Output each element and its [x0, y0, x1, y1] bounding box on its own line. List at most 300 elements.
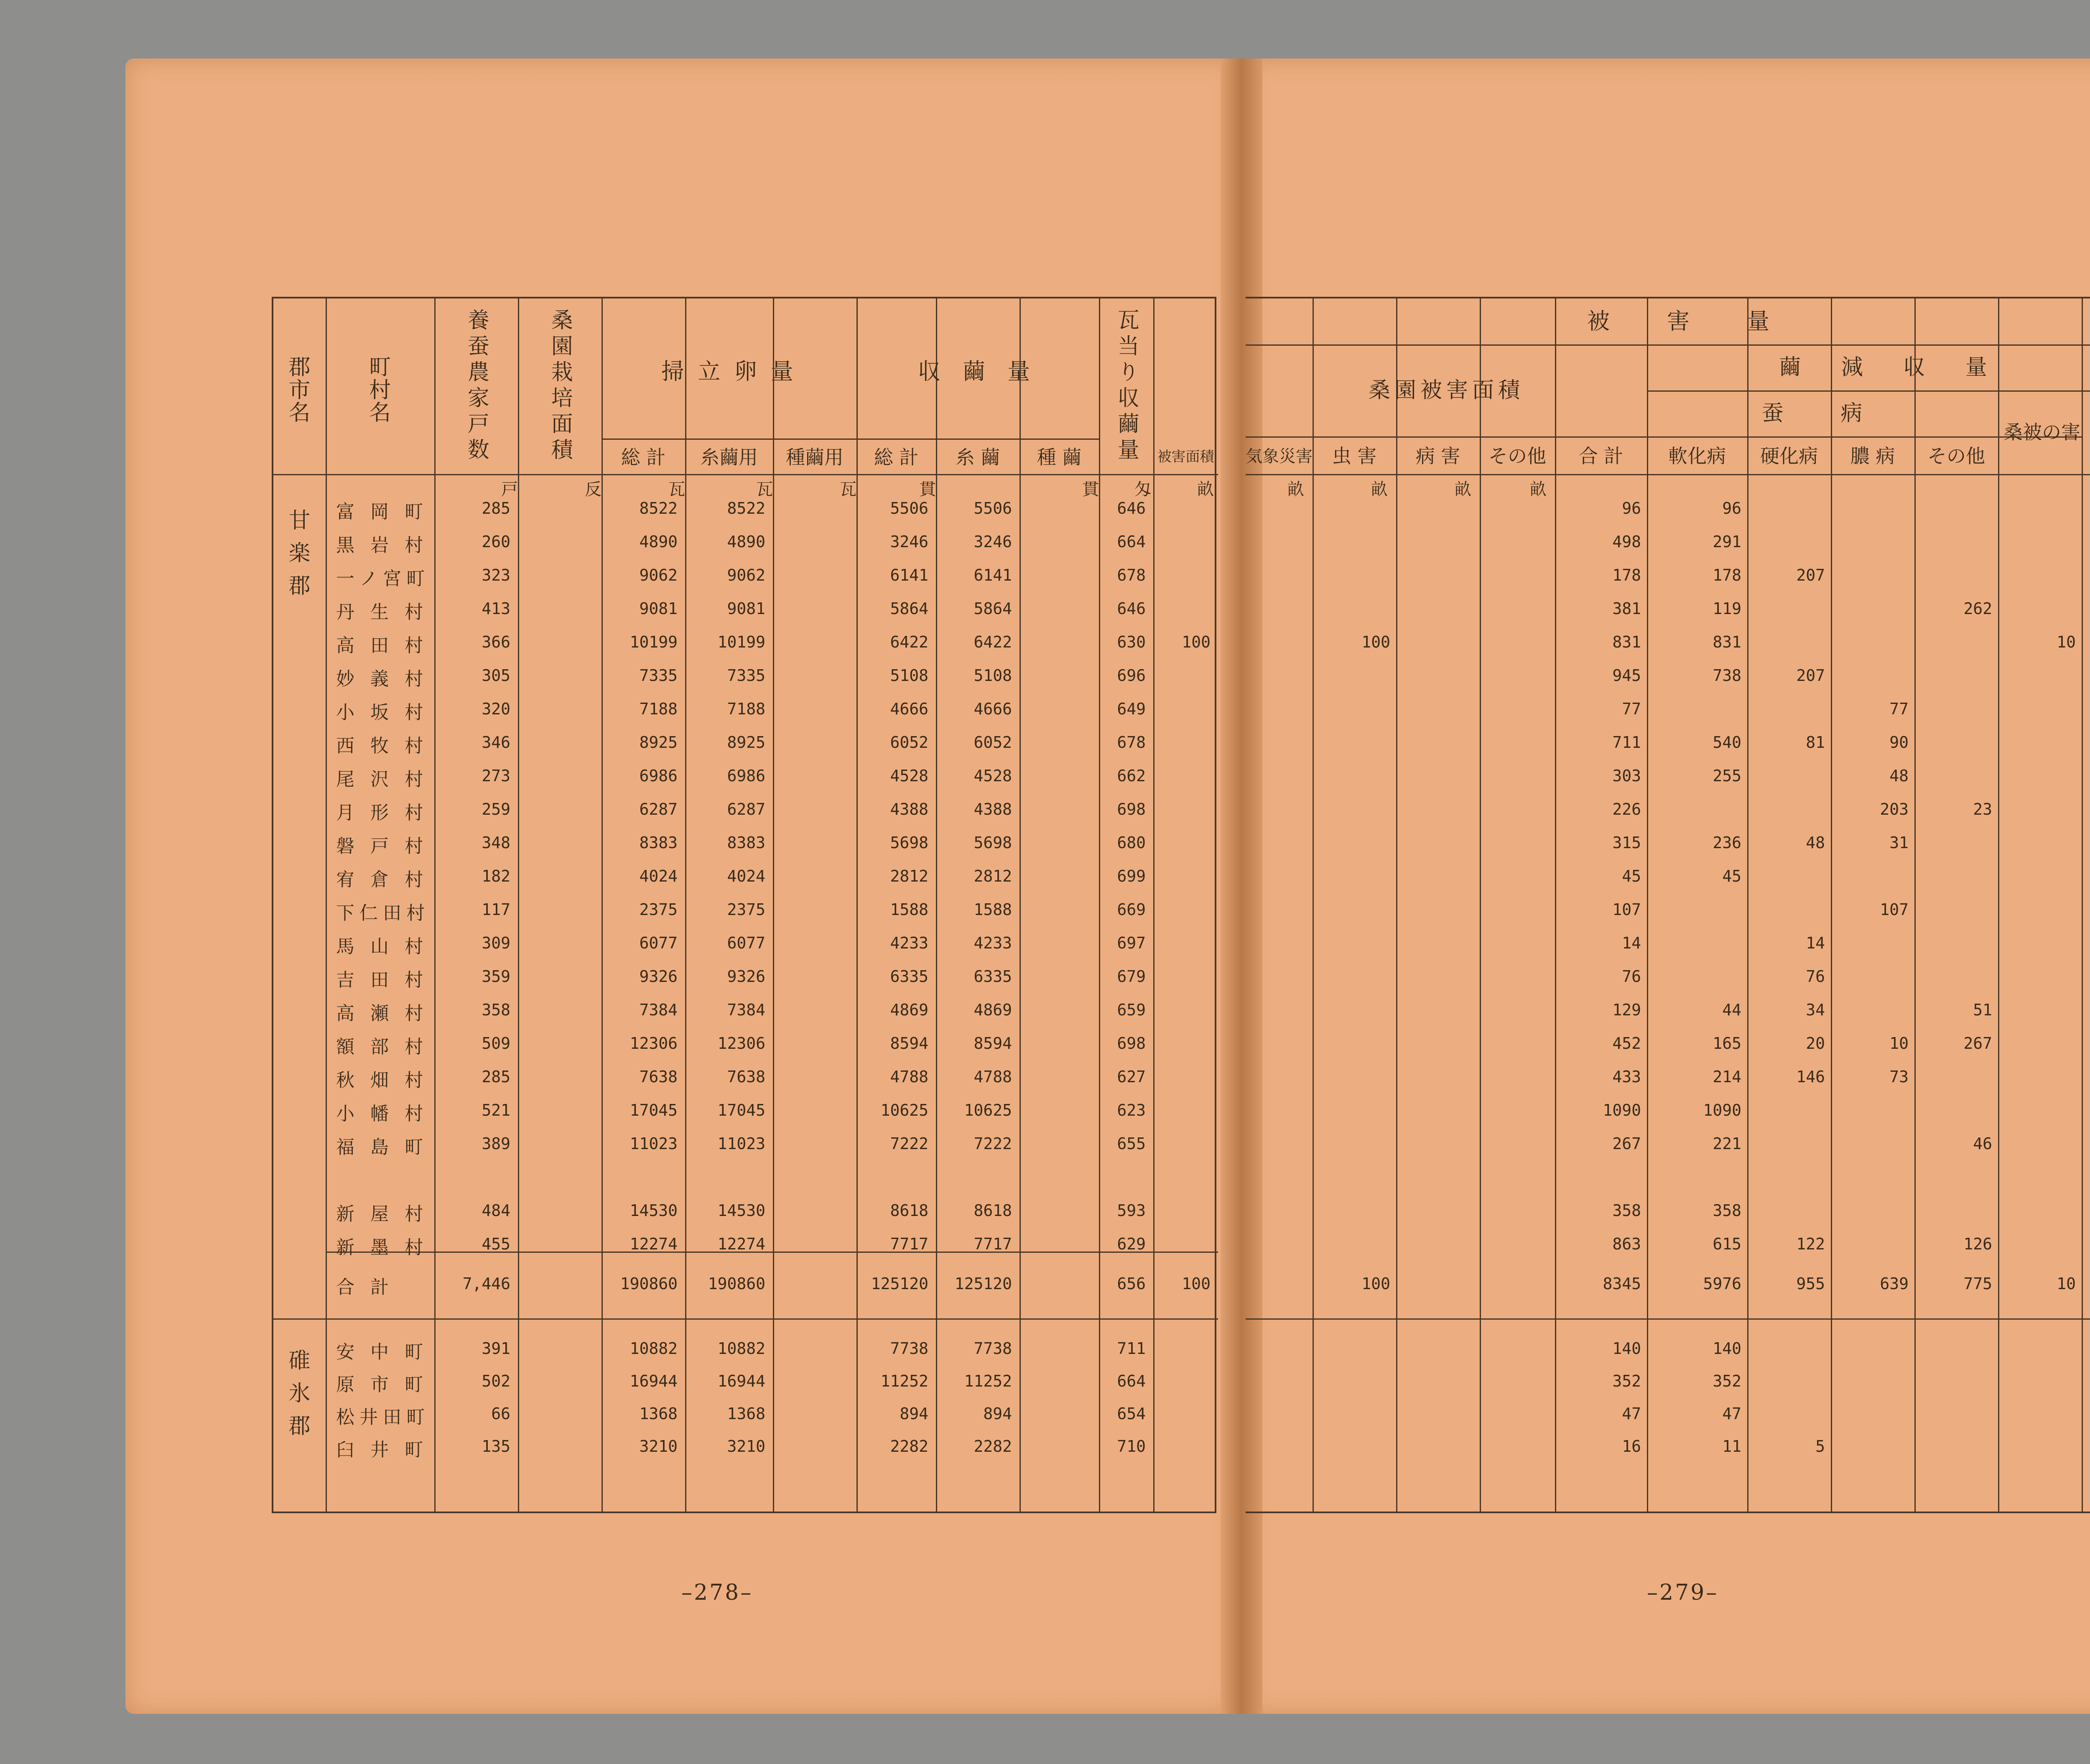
cell-f: 135 [482, 1437, 510, 1456]
cell-c1: 4528 [890, 767, 928, 785]
cell-c1: 7222 [890, 1134, 928, 1153]
cell-s: 452 [1612, 1034, 1641, 1053]
cell-y: 697 [1117, 934, 1146, 952]
cell-sp: 639 [1880, 1275, 1909, 1293]
cell-c1: 7717 [890, 1235, 928, 1253]
cell-e1: 190860 [620, 1275, 678, 1293]
cell-e2: 16944 [717, 1372, 765, 1390]
town-name: 福 島 町 [336, 1137, 428, 1158]
cell-sf: 831 [1713, 633, 1741, 651]
cell-e2: 9081 [727, 599, 765, 618]
cell-e2: 9326 [727, 967, 765, 986]
cell-s: 945 [1612, 666, 1641, 685]
cell-c2: 10625 [964, 1101, 1012, 1119]
cell-s: 129 [1612, 1001, 1641, 1019]
cell-sh: 81 [1806, 733, 1825, 752]
cell-s: 47 [1622, 1405, 1641, 1423]
cell-y: 669 [1117, 900, 1146, 919]
header-egg-total: 総 計 [621, 446, 666, 469]
cell-so: 267 [1963, 1034, 1992, 1053]
cell-c2: 6422 [974, 633, 1012, 651]
cell-c1: 5506 [890, 499, 928, 517]
town-name: 松井田町 [336, 1407, 430, 1428]
cell-f: 259 [482, 800, 510, 818]
cell-c2: 4666 [974, 700, 1012, 718]
town-name: 下仁田村 [336, 902, 430, 924]
cell-y: 678 [1117, 566, 1146, 584]
unit-insect: 畝 [1371, 480, 1388, 499]
cell-md: 100 [1182, 1275, 1211, 1293]
cell-c1: 4788 [890, 1068, 928, 1086]
header-disaster: 気象災害 [1246, 446, 1313, 466]
town-name: 小 幡 村 [336, 1103, 428, 1124]
cell-y: 710 [1117, 1437, 1146, 1456]
cell-e2: 12274 [717, 1235, 765, 1253]
cell-e2: 6986 [727, 767, 765, 785]
total-label: 合 計 [336, 1277, 394, 1298]
cell-c1: 4666 [890, 700, 928, 718]
cell-c2: 7717 [974, 1235, 1012, 1253]
cell-sf: 358 [1713, 1201, 1741, 1220]
cell-y: 696 [1117, 666, 1146, 685]
unit-cocoon-seed: 貫 [1082, 480, 1099, 499]
cell-s: 433 [1612, 1068, 1641, 1086]
cell-sh: 20 [1806, 1034, 1825, 1053]
cell-e2: 1368 [727, 1405, 765, 1423]
cell-so: 51 [1973, 1001, 1992, 1019]
cell-f: 366 [482, 633, 510, 651]
cell-y: 711 [1117, 1339, 1146, 1358]
cell-sf: 738 [1713, 666, 1741, 685]
cell-sp: 31 [1889, 834, 1909, 852]
cell-e2: 7335 [727, 666, 765, 685]
page-number-right: –279– [1647, 1580, 1719, 1605]
cell-c1: 8594 [890, 1034, 928, 1053]
cell-f: 66 [491, 1405, 510, 1423]
cell-e1: 17045 [630, 1101, 678, 1119]
cell-e1: 10882 [630, 1339, 678, 1358]
header-farmers: 養蚕農家戸数 [464, 308, 489, 464]
cell-y: 627 [1117, 1068, 1146, 1086]
cell-sp: 73 [1889, 1068, 1909, 1086]
cell-y: 664 [1117, 1372, 1146, 1390]
cell-s: 107 [1612, 900, 1641, 919]
cell-e2: 17045 [717, 1101, 765, 1119]
unit-cocoon-total: 貫 [919, 480, 936, 499]
header-disease: 病 害 [1415, 445, 1460, 468]
cell-e2: 7638 [727, 1068, 765, 1086]
header-town: 町 村 名 [369, 355, 391, 426]
town-name: 妙 義 村 [336, 668, 428, 690]
open-book [125, 59, 2090, 1722]
header-area-damage: 被害面積 [1157, 449, 1214, 466]
cell-c2: 2812 [974, 867, 1012, 885]
town-name: 原 市 町 [336, 1374, 428, 1395]
cell-f: 182 [482, 867, 510, 885]
header-egg-silk: 糸繭用 [700, 446, 758, 469]
town-name: 西 牧 村 [336, 735, 428, 757]
cell-c2: 4869 [974, 1001, 1012, 1019]
cell-s: 303 [1612, 767, 1641, 785]
cell-e2: 8925 [727, 733, 765, 752]
cell-sf: 47 [1722, 1405, 1741, 1423]
town-name: 小 坂 村 [336, 702, 428, 723]
cell-so: 23 [1973, 800, 1992, 818]
cell-e1: 16944 [630, 1372, 678, 1390]
cell-c1: 10625 [880, 1101, 928, 1119]
cell-f: 285 [482, 1068, 510, 1086]
header-yield: 瓦当り収繭量 [1114, 308, 1139, 464]
header-cocoon-silk: 糸 繭 [955, 446, 1000, 469]
cell-sh: 122 [1796, 1235, 1825, 1253]
town-name: 臼 井 町 [336, 1439, 428, 1461]
cell-s: 77 [1622, 700, 1641, 718]
cell-f: 502 [482, 1372, 510, 1390]
cell-f: 305 [482, 666, 510, 685]
cell-y: 623 [1117, 1101, 1146, 1119]
cell-y: 678 [1117, 733, 1146, 752]
cell-c2: 5698 [974, 834, 1012, 852]
unit-other: 畝 [1530, 480, 1547, 499]
cell-y: 646 [1117, 599, 1146, 618]
cell-c1: 6052 [890, 733, 928, 752]
unit-egg-seed: 瓦 [840, 480, 856, 499]
cell-s: 1090 [1603, 1101, 1641, 1119]
cell-y: 659 [1117, 1001, 1146, 1019]
cell-y: 656 [1117, 1275, 1146, 1293]
cell-c2: 7738 [974, 1339, 1012, 1358]
cell-s: 96 [1622, 499, 1641, 517]
cell-e1: 2375 [639, 900, 678, 919]
cell-c2: 6052 [974, 733, 1012, 752]
cell-f: 484 [482, 1201, 510, 1220]
cell-c2: 6335 [974, 967, 1012, 986]
unit-area-damage: 畝 [1197, 480, 1214, 499]
cell-e2: 10882 [717, 1339, 765, 1358]
cell-e1: 1368 [639, 1405, 678, 1423]
cell-s: 267 [1612, 1134, 1641, 1153]
cell-e2: 3210 [727, 1437, 765, 1456]
cell-s: 863 [1612, 1235, 1641, 1253]
cell-s: 352 [1612, 1372, 1641, 1390]
cell-so: 262 [1963, 599, 1992, 618]
cell-f: 413 [482, 599, 510, 618]
cell-e2: 7384 [727, 1001, 765, 1019]
town-name: 新 屋 村 [336, 1203, 428, 1225]
cell-s: 358 [1612, 1201, 1641, 1220]
cell-sf: 11 [1722, 1437, 1741, 1456]
cell-sh: 207 [1796, 666, 1825, 685]
cell-s: 14 [1622, 934, 1641, 952]
header-sum: 合 計 [1578, 445, 1624, 468]
town-name: 新 墨 村 [336, 1237, 428, 1258]
header-mulberry: 桑園栽培面積 [547, 308, 573, 464]
cell-sf: 221 [1713, 1134, 1741, 1153]
cell-c1: 6335 [890, 967, 928, 986]
cell-e1: 4890 [639, 533, 678, 551]
cell-sf: 615 [1713, 1235, 1741, 1253]
cell-y: 698 [1117, 800, 1146, 818]
cell-sf: 165 [1713, 1034, 1741, 1053]
header-egg-group: 掃 立 卵 量 [661, 358, 797, 385]
cell-c1: 125120 [871, 1275, 928, 1293]
cell-c1: 1588 [890, 900, 928, 919]
cell-y: 698 [1117, 1034, 1146, 1053]
cell-s: 831 [1612, 633, 1641, 651]
cell-mdm: 10 [2057, 1275, 2076, 1293]
unit-yield: 匁 [1134, 480, 1151, 499]
cell-sf: 44 [1722, 1001, 1741, 1019]
cell-f: 117 [482, 900, 510, 919]
town-name: 尾 沢 村 [336, 769, 428, 790]
cell-sh: 76 [1806, 967, 1825, 986]
header-silkworm-disease: 蚕 病 [1761, 400, 1888, 426]
town-name: 黒 岩 村 [336, 535, 428, 556]
cell-f: 358 [482, 1001, 510, 1019]
cell-c2: 5506 [974, 499, 1012, 517]
header-cocoon-group: 収 繭 量 [918, 358, 1038, 385]
cell-f: 348 [482, 834, 510, 852]
cell-c1: 5698 [890, 834, 928, 852]
cell-e1: 6986 [639, 767, 678, 785]
cell-f: 455 [482, 1235, 510, 1253]
town-name: 秋 畑 村 [336, 1070, 428, 1091]
cell-e1: 14530 [630, 1201, 678, 1220]
cell-e1: 12306 [630, 1034, 678, 1053]
cell-e1: 9062 [639, 566, 678, 584]
cell-y: 649 [1117, 700, 1146, 718]
cell-sh: 14 [1806, 934, 1825, 952]
town-name: 馬 山 村 [336, 936, 428, 957]
header-hard: 硬化病 [1760, 445, 1818, 468]
cell-c1: 4388 [890, 800, 928, 818]
town-name: 高 田 村 [336, 635, 428, 656]
cell-c2: 125120 [954, 1275, 1012, 1293]
cell-c2: 3246 [974, 533, 1012, 551]
cell-e1: 4024 [639, 867, 678, 885]
cell-sf: 291 [1713, 533, 1741, 551]
cell-c2: 894 [983, 1405, 1012, 1423]
town-name: 一ノ宮町 [336, 568, 430, 589]
cell-s: 178 [1612, 566, 1641, 584]
cell-f: 359 [482, 967, 510, 986]
cell-s: 226 [1612, 800, 1641, 818]
unit-mulberry: 反 [585, 480, 602, 499]
district-label-usui: 碓 氷 郡 [288, 1348, 311, 1439]
cell-sp: 203 [1880, 800, 1909, 818]
cell-c2: 6141 [974, 566, 1012, 584]
cell-e2: 8383 [727, 834, 765, 852]
cell-sf: 5976 [1703, 1275, 1741, 1293]
header-reduction: 繭 減 収 量 [1779, 354, 2004, 380]
unit-farmers: 戸 [501, 480, 518, 499]
left-table [272, 297, 1216, 1513]
cell-y: 680 [1117, 834, 1146, 852]
cell-sf: 96 [1722, 499, 1741, 517]
cell-md: 100 [1182, 633, 1211, 651]
cell-e2: 10199 [717, 633, 765, 651]
cell-c2: 11252 [964, 1372, 1012, 1390]
cell-ins: 100 [1361, 1275, 1390, 1293]
cell-sp: 77 [1889, 700, 1909, 718]
cell-e1: 3210 [639, 1437, 678, 1456]
page-number-left: –278– [681, 1580, 753, 1605]
cell-e1: 7335 [639, 666, 678, 685]
cell-sh: 955 [1796, 1275, 1825, 1293]
header-gun: 郡 市 名 [288, 355, 311, 426]
cell-c2: 4528 [974, 767, 1012, 785]
town-name: 富 岡 町 [336, 501, 428, 523]
cell-sf: 1090 [1703, 1101, 1741, 1119]
town-name: 額 部 村 [336, 1036, 428, 1058]
cell-sf: 214 [1713, 1068, 1741, 1086]
cell-e2: 8522 [727, 499, 765, 517]
cell-sp: 90 [1889, 733, 1909, 752]
cell-sf: 540 [1713, 733, 1741, 752]
cell-e1: 8383 [639, 834, 678, 852]
cell-c1: 5108 [890, 666, 928, 685]
header-insect: 虫 害 [1332, 445, 1377, 468]
cell-y: 629 [1117, 1235, 1146, 1253]
cell-s: 315 [1612, 834, 1641, 852]
cell-s: 76 [1622, 967, 1641, 986]
cell-so: 126 [1963, 1235, 1992, 1253]
cell-s: 381 [1612, 599, 1641, 618]
cell-s: 498 [1612, 533, 1641, 551]
cell-sh: 146 [1796, 1068, 1825, 1086]
cell-f: 391 [482, 1339, 510, 1358]
cell-c1: 894 [900, 1405, 928, 1423]
cell-f: 389 [482, 1134, 510, 1153]
cell-c1: 11252 [880, 1372, 928, 1390]
cell-c2: 2282 [974, 1437, 1012, 1456]
cell-mdm: 10 [2057, 633, 2076, 651]
cell-sh: 5 [1815, 1437, 1825, 1456]
unit-disease: 畝 [1455, 480, 1471, 499]
cell-c1: 3246 [890, 533, 928, 551]
cell-e1: 6077 [639, 934, 678, 952]
cell-e1: 7188 [639, 700, 678, 718]
cell-c2: 4388 [974, 800, 1012, 818]
cell-c1: 4869 [890, 1001, 928, 1019]
cell-f: 7,446 [462, 1275, 510, 1293]
header-other: その他 [1488, 445, 1546, 468]
cell-c1: 2812 [890, 867, 928, 885]
cell-s: 16 [1622, 1437, 1641, 1456]
cell-sf: 352 [1713, 1372, 1741, 1390]
cell-e2: 6077 [727, 934, 765, 952]
cell-c2: 1588 [974, 900, 1012, 919]
header-cocoon-seed: 種 繭 [1037, 446, 1082, 469]
cell-e2: 4890 [727, 533, 765, 551]
district-label-kanra: 甘 楽 郡 [288, 508, 311, 599]
cell-f: 309 [482, 934, 510, 952]
town-name: 安 中 町 [336, 1341, 428, 1363]
cell-e1: 9326 [639, 967, 678, 986]
cell-y: 646 [1117, 499, 1146, 517]
town-name: 月 形 村 [336, 802, 428, 823]
right-table [1246, 297, 2090, 1513]
cell-sp: 10 [1889, 1034, 1909, 1053]
cell-s: 140 [1612, 1339, 1641, 1358]
header-damage: 被 害 量 [1587, 308, 1795, 334]
cell-sf: 236 [1713, 834, 1741, 852]
cell-so: 775 [1963, 1275, 1992, 1293]
cell-s: 711 [1612, 733, 1641, 752]
cell-f: 509 [482, 1034, 510, 1053]
cell-e1: 6287 [639, 800, 678, 818]
cell-e1: 10199 [630, 633, 678, 651]
cell-so: 46 [1973, 1134, 1992, 1153]
cell-y: 593 [1117, 1201, 1146, 1220]
header-other2: その他 [1927, 445, 1985, 468]
cell-sf: 178 [1713, 566, 1741, 584]
cell-c2: 8618 [974, 1201, 1012, 1220]
cell-f: 323 [482, 566, 510, 584]
unit-egg-silk: 瓦 [756, 480, 773, 499]
cell-c2: 4233 [974, 934, 1012, 952]
cell-sf: 119 [1713, 599, 1741, 618]
cell-f: 260 [482, 533, 510, 551]
header-mulberry-damage: 桑被の害 [2003, 421, 2080, 444]
cell-y: 654 [1117, 1405, 1146, 1423]
cell-y: 699 [1117, 867, 1146, 885]
cell-c2: 5108 [974, 666, 1012, 685]
cell-s: 45 [1622, 867, 1641, 885]
cell-s: 8345 [1603, 1275, 1641, 1293]
cell-c1: 8618 [890, 1201, 928, 1220]
unit-disaster: 畝 [1287, 480, 1304, 499]
header-cocoon-total: 総 計 [874, 446, 919, 469]
cell-e1: 8925 [639, 733, 678, 752]
cell-e2: 14530 [717, 1201, 765, 1220]
cell-e2: 11023 [717, 1134, 765, 1153]
cell-e2: 2375 [727, 900, 765, 919]
cell-y: 662 [1117, 767, 1146, 785]
town-name: 宥 倉 村 [336, 869, 428, 890]
town-name: 高 瀬 村 [336, 1003, 428, 1024]
cell-c1: 5864 [890, 599, 928, 618]
cell-sf: 255 [1713, 767, 1741, 785]
cell-c1: 4233 [890, 934, 928, 952]
cell-f: 273 [482, 767, 510, 785]
cell-e2: 9062 [727, 566, 765, 584]
cell-e2: 4024 [727, 867, 765, 885]
cell-y: 664 [1117, 533, 1146, 551]
town-name: 丹 生 村 [336, 602, 428, 623]
cell-f: 521 [482, 1101, 510, 1119]
cell-y: 679 [1117, 967, 1146, 986]
cell-c2: 5864 [974, 599, 1012, 618]
cell-e1: 11023 [630, 1134, 678, 1153]
cell-e1: 9081 [639, 599, 678, 618]
cell-sh: 207 [1796, 566, 1825, 584]
cell-c2: 8594 [974, 1034, 1012, 1053]
town-name: 磐 戸 村 [336, 836, 428, 857]
header-pebrine: 膿 病 [1850, 445, 1895, 468]
cell-e2: 6287 [727, 800, 765, 818]
town-name: 吉 田 村 [336, 969, 428, 991]
cell-e2: 190860 [708, 1275, 765, 1293]
cell-sf: 45 [1722, 867, 1741, 885]
cell-e1: 8522 [639, 499, 678, 517]
header-mulberry-area: 桑園被害面積 [1368, 377, 1524, 403]
cell-c1: 2282 [890, 1437, 928, 1456]
cell-sp: 107 [1880, 900, 1909, 919]
cell-f: 346 [482, 733, 510, 752]
cell-y: 655 [1117, 1134, 1146, 1153]
cell-sf: 140 [1713, 1339, 1741, 1358]
